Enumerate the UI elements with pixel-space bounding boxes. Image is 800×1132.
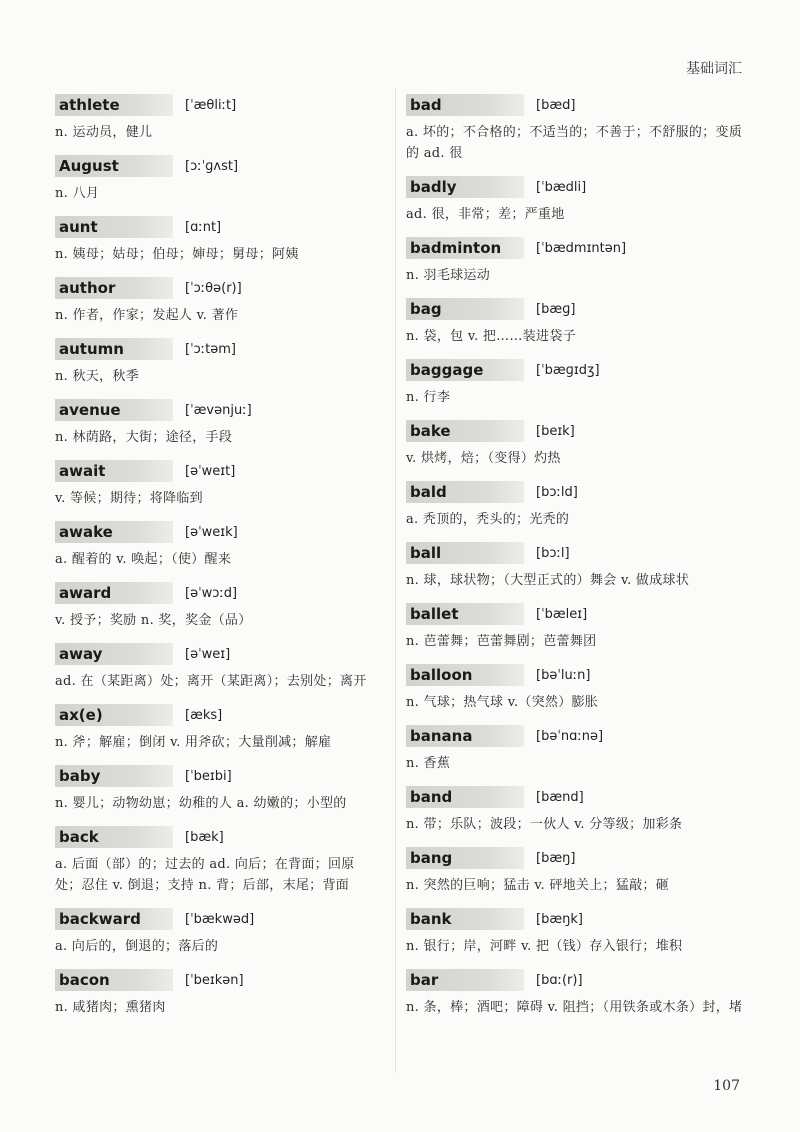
phonetic: [ˈbæɡɪdʒ] [536, 362, 600, 378]
headword: banana [406, 725, 524, 747]
vocab-entry [406, 93, 746, 164]
definition: n. 条，棒；酒吧；障碍 v. 阻挡；（用铁条或木条）封，堵 [406, 1000, 743, 1015]
right-column [406, 93, 746, 1029]
headword: baby [55, 765, 173, 787]
headword: avenue [55, 399, 173, 421]
entry-headline [55, 459, 380, 483]
definition: a. 秃顶的，秃头的；光秃的 [406, 512, 570, 527]
entry-headline [406, 724, 746, 748]
entry-headline [55, 337, 380, 361]
headword: bad [406, 94, 524, 116]
entry-headline [406, 846, 746, 870]
entry-headline [55, 154, 380, 178]
vocab-entry [55, 459, 380, 509]
headword: bag [406, 298, 524, 320]
phonetic: [bæŋ] [536, 850, 576, 866]
entry-headline [406, 297, 746, 321]
headword: athlete [55, 94, 173, 116]
vocab-entry [55, 337, 380, 387]
headword: ax(e) [55, 704, 173, 726]
phonetic: [ˈbeɪbi] [185, 768, 232, 784]
headword: badminton [406, 237, 524, 259]
vocab-entry [406, 358, 746, 408]
definition: n. 突然的巨响；猛击 v. 砰地关上；猛敲；砸 [406, 878, 670, 893]
entry-headline [406, 419, 746, 443]
headword: back [55, 826, 173, 848]
headword: author [55, 277, 173, 299]
entry-headline [55, 93, 380, 117]
entry-headline [55, 398, 380, 422]
phonetic: [ˈbædli] [536, 179, 587, 195]
vocab-entry [55, 642, 380, 692]
vocab-entry [55, 907, 380, 957]
headword: ballet [406, 603, 524, 625]
definition: a. 后面（部）的；过去的 ad. 向后；在背面；回原处；忍住 v. 倒退；支持 n. 背；后部，末尾；背面 [55, 857, 355, 893]
vocab-entry [55, 764, 380, 814]
vocab-entry [406, 175, 746, 225]
headword: ball [406, 542, 524, 564]
phonetic: [bɔːld] [536, 484, 578, 500]
entry-headline [406, 968, 746, 992]
entry-headline [55, 581, 380, 605]
definition: n. 带；乐队；波段；一伙人 v. 分等级；加彩条 [406, 817, 683, 832]
definition: n. 行李 [406, 390, 451, 405]
phonetic: [bæŋk] [536, 911, 583, 927]
definition: n. 作者，作家；发起人 v. 著作 [55, 308, 239, 323]
phonetic: [beɪk] [536, 423, 575, 439]
phonetic: [ˈɔːθə(r)] [185, 280, 242, 296]
headword: bar [406, 969, 524, 991]
definition: n. 林荫路，大街；途径，手段 [55, 430, 233, 445]
entry-headline [55, 825, 380, 849]
entry-headline [406, 602, 746, 626]
phonetic: [əˈweɪt] [185, 463, 236, 479]
entry-headline [406, 785, 746, 809]
phonetic: [bænd] [536, 789, 584, 805]
entry-headline [406, 480, 746, 504]
vocab-entry [55, 154, 380, 204]
vocab-entry [55, 93, 380, 143]
phonetic: [bæk] [185, 829, 224, 845]
headword: band [406, 786, 524, 808]
definition: n. 球，球状物；（大型正式的）舞会 v. 做成球状 [406, 573, 690, 588]
entry-headline [55, 276, 380, 300]
vocab-entry [406, 846, 746, 896]
vocab-entry [406, 907, 746, 957]
phonetic: [ˈbædmɪntən] [536, 240, 627, 256]
definition: n. 秋天，秋季 [55, 369, 140, 384]
definition: n. 袋，包 v. 把……装进袋子 [406, 329, 576, 344]
entry-headline [55, 968, 380, 992]
definition: n. 气球；热气球 v.（突然）膨胀 [406, 695, 599, 710]
vocab-entry [406, 297, 746, 347]
headword: aunt [55, 216, 173, 238]
entry-headline [55, 907, 380, 931]
phonetic: [bəˈnɑːnə] [536, 728, 604, 744]
phonetic: [əˈweɪ] [185, 646, 231, 662]
definition: v. 等候；期待；将降临到 [55, 491, 203, 506]
vocab-entry [55, 276, 380, 326]
definition: n. 芭蕾舞；芭蕾舞剧；芭蕾舞团 [406, 634, 597, 649]
entry-headline [55, 764, 380, 788]
definition: a. 醒着的 v. 唤起；（使）醒来 [55, 552, 232, 567]
headword: August [55, 155, 173, 177]
vocab-entry [55, 703, 380, 753]
vocab-entry [406, 724, 746, 774]
vocab-entry [406, 419, 746, 469]
entry-headline [55, 642, 380, 666]
headword: bang [406, 847, 524, 869]
column-divider [395, 88, 396, 1073]
vocab-entry [406, 663, 746, 713]
phonetic: [bæɡ] [536, 301, 576, 317]
definition: n. 斧；解雇；倒闭 v. 用斧砍；大量削减；解雇 [55, 735, 332, 750]
vocab-entry [406, 968, 746, 1018]
phonetic: [əˈwɔːd] [185, 585, 238, 601]
headword: baggage [406, 359, 524, 381]
phonetic: [ɔːˈɡʌst] [185, 158, 239, 174]
definition: n. 咸猪肉；熏猪肉 [55, 1000, 166, 1015]
headword: bald [406, 481, 524, 503]
vocab-entry [55, 968, 380, 1018]
entry-headline [55, 703, 380, 727]
headword: awake [55, 521, 173, 543]
entry-headline [406, 236, 746, 260]
entry-headline [55, 215, 380, 239]
vocab-entry [406, 785, 746, 835]
definition: n. 银行；岸，河畔 v. 把（钱）存入银行；堆积 [406, 939, 683, 954]
phonetic: [ˈɔːtəm] [185, 341, 236, 357]
phonetic: [ˈbækwəd] [185, 911, 255, 927]
definition: n. 婴儿；动物幼崽；幼稚的人 a. 幼嫩的；小型的 [55, 796, 347, 811]
headword: bank [406, 908, 524, 930]
section-title: 基础词汇 [686, 61, 742, 77]
phonetic: [ɑːnt] [185, 219, 222, 235]
vocab-entry [406, 480, 746, 530]
vocab-entry [406, 602, 746, 652]
definition: ad. 很，非常；差；严重地 [406, 207, 565, 222]
definition: n. 羽毛球运动 [406, 268, 491, 283]
vocab-entry [55, 398, 380, 448]
definition: v. 烘烤，焙；（变得）灼热 [406, 451, 561, 466]
entry-headline [406, 93, 746, 117]
headword: autumn [55, 338, 173, 360]
phonetic: [ˈbæleɪ] [536, 606, 588, 622]
definition: n. 运动员，健儿 [55, 125, 153, 140]
entry-headline [406, 175, 746, 199]
phonetic: [bəˈluːn] [536, 667, 591, 683]
phonetic: [æks] [185, 707, 223, 723]
vocab-entry [55, 825, 380, 896]
entry-headline [55, 520, 380, 544]
phonetic: [əˈweɪk] [185, 524, 238, 540]
left-column [55, 93, 380, 1029]
phonetic: [ˈæθliːt] [185, 97, 237, 113]
phonetic: [bæd] [536, 97, 576, 113]
definition: a. 向后的，倒退的；落后的 [55, 939, 219, 954]
phonetic: [bɔːl] [536, 545, 570, 561]
definition: ad. 在（某距离）处；离开（某距离）；去别处；离开 [55, 674, 367, 689]
vocab-entry [55, 520, 380, 570]
headword: badly [406, 176, 524, 198]
entry-headline [406, 358, 746, 382]
entry-headline [406, 541, 746, 565]
vocab-entry [406, 541, 746, 591]
definition: n. 香蕉 [406, 756, 451, 771]
page-number: 107 [713, 1078, 740, 1094]
phonetic: [ˈbeɪkən] [185, 972, 244, 988]
headword: await [55, 460, 173, 482]
headword: bacon [55, 969, 173, 991]
definition: a. 坏的；不合格的；不适当的；不善于；不舒服的；变质的 ad. 很 [406, 125, 743, 161]
vocab-entry [55, 215, 380, 265]
vocab-entry [55, 581, 380, 631]
vocab-entry [406, 236, 746, 286]
headword: away [55, 643, 173, 665]
headword: bake [406, 420, 524, 442]
phonetic: [ˈævənjuː] [185, 402, 252, 418]
headword: balloon [406, 664, 524, 686]
definition: v. 授予；奖励 n. 奖，奖金（品） [55, 613, 252, 628]
phonetic: [bɑː(r)] [536, 972, 583, 988]
definition: n. 八月 [55, 186, 100, 201]
headword: backward [55, 908, 173, 930]
entry-headline [406, 663, 746, 687]
definition: n. 姨母；姑母；伯母；婶母；舅母；阿姨 [55, 247, 299, 262]
headword: award [55, 582, 173, 604]
entry-headline [406, 907, 746, 931]
